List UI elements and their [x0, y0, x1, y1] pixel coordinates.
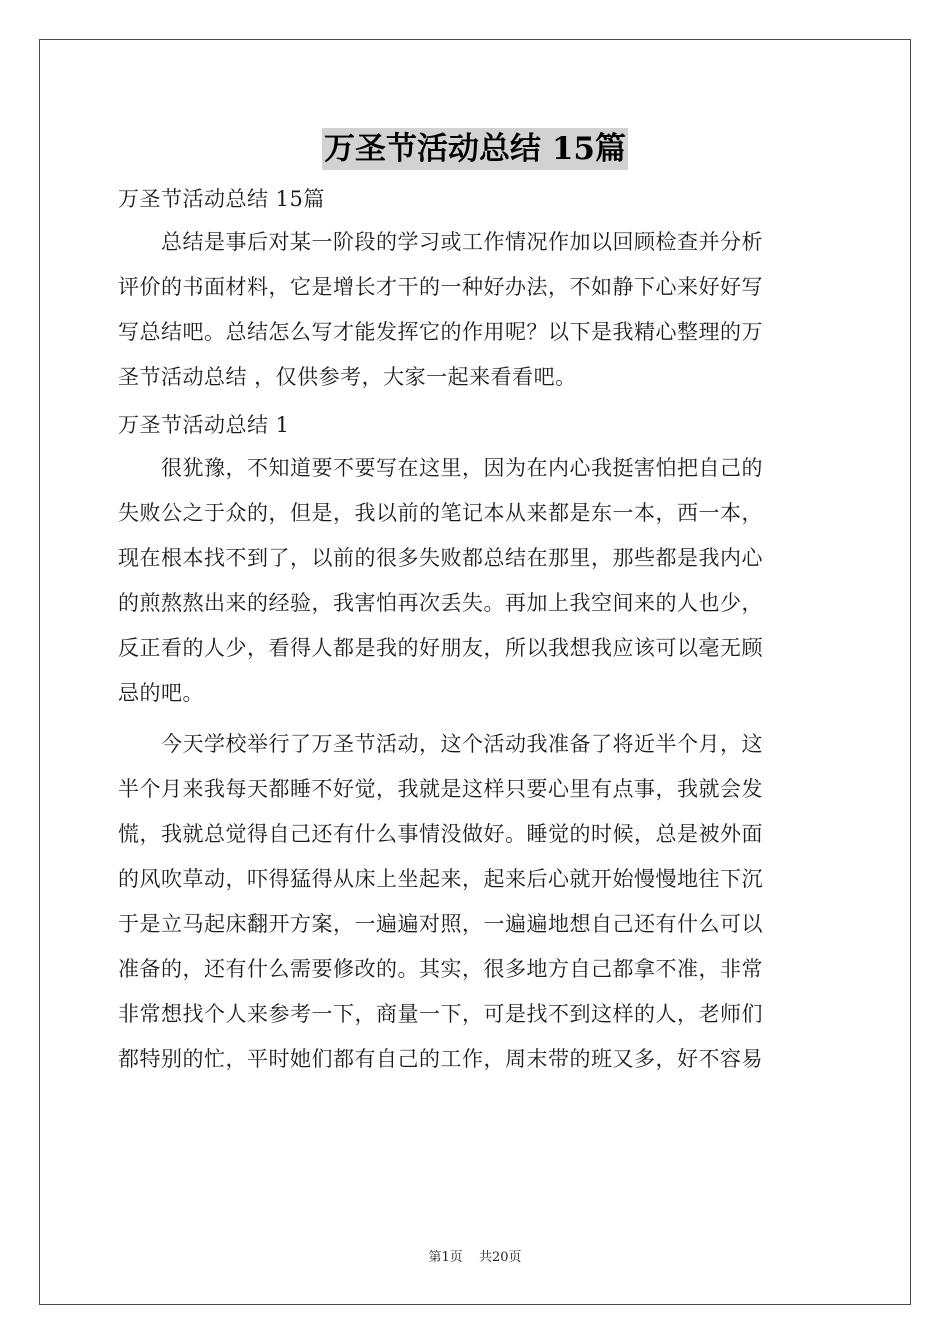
page-footer — [0, 1246, 950, 1265]
paragraph-line: 半个月来我每天都睡不好觉，我就是这样只要心里有点事，我就会发 — [118, 777, 763, 801]
intro-line: 评价的书面材料，它是增长才干的一种好办法，不如静下心来好好写 — [118, 275, 763, 299]
section-heading: 万圣节活动总结 1 — [118, 413, 290, 437]
page-number: 第1页 — [428, 1250, 463, 1265]
paragraph-line: 于是立马起床翻开方案，一遍遍对照，一遍遍地想自己还有什么可以 — [118, 912, 763, 936]
paragraph-line: 慌，我就总觉得自己还有什么事情没做好。睡觉的时候，总是被外面 — [118, 822, 763, 846]
intro-line: 写总结吧。总结怎么写才能发挥它的作用呢？以下是我精心整理的万 — [118, 320, 763, 344]
subtitle: 万圣节活动总结 15篇 — [118, 187, 325, 211]
paragraph-line: 今天学校举行了万圣节活动，这个活动我准备了将近半个月，这 — [118, 732, 763, 756]
paragraph-line: 的煎熬熬出来的经验，我害怕再次丢失。再加上我空间来的人也少， — [118, 591, 763, 615]
document-title: 万圣节活动总结 15篇 — [322, 128, 628, 170]
intro-line: 圣节活动总结 ，仅供参考，大家一起来看看吧。 — [118, 365, 577, 389]
intro-line: 总结是事后对某一阶段的学习或工作情况作加以回顾检查并分析 — [118, 230, 763, 254]
page-total: 共20页 — [478, 1250, 522, 1265]
paragraph-line: 都特别的忙，平时她们都有自己的工作，周末带的班又多，好不容易 — [118, 1047, 763, 1071]
paragraph-2 — [118, 722, 834, 1082]
paragraph-line: 反正看的人少，看得人都是我的好朋友，所以我想我应该可以毫无顾 — [118, 636, 763, 660]
paragraph-line: 的风吹草动，吓得猛得从床上坐起来，起来后心就开始慢慢地往下沉 — [118, 867, 763, 891]
paragraph-line: 失败公之于众的，但是，我以前的笔记本从来都是东一本，西一本， — [118, 501, 763, 525]
paragraph-1 — [118, 446, 834, 716]
title-container — [0, 128, 950, 170]
paragraph-line: 忌的吧。 — [118, 681, 204, 705]
intro-paragraph — [118, 220, 834, 400]
paragraph-line: 准备的，还有什么需要修改的。其实，很多地方自己都拿不准，非常 — [118, 957, 763, 981]
paragraph-line: 现在根本找不到了，以前的很多失败都总结在那里，那些都是我内心 — [118, 546, 763, 570]
paragraph-line: 很犹豫，不知道要不要写在这里，因为在内心我挺害怕把自己的 — [118, 456, 763, 480]
document-body — [118, 180, 834, 1088]
paragraph-line: 非常想找个人来参考一下，商量一下，可是找不到这样的人，老师们 — [118, 1002, 763, 1026]
